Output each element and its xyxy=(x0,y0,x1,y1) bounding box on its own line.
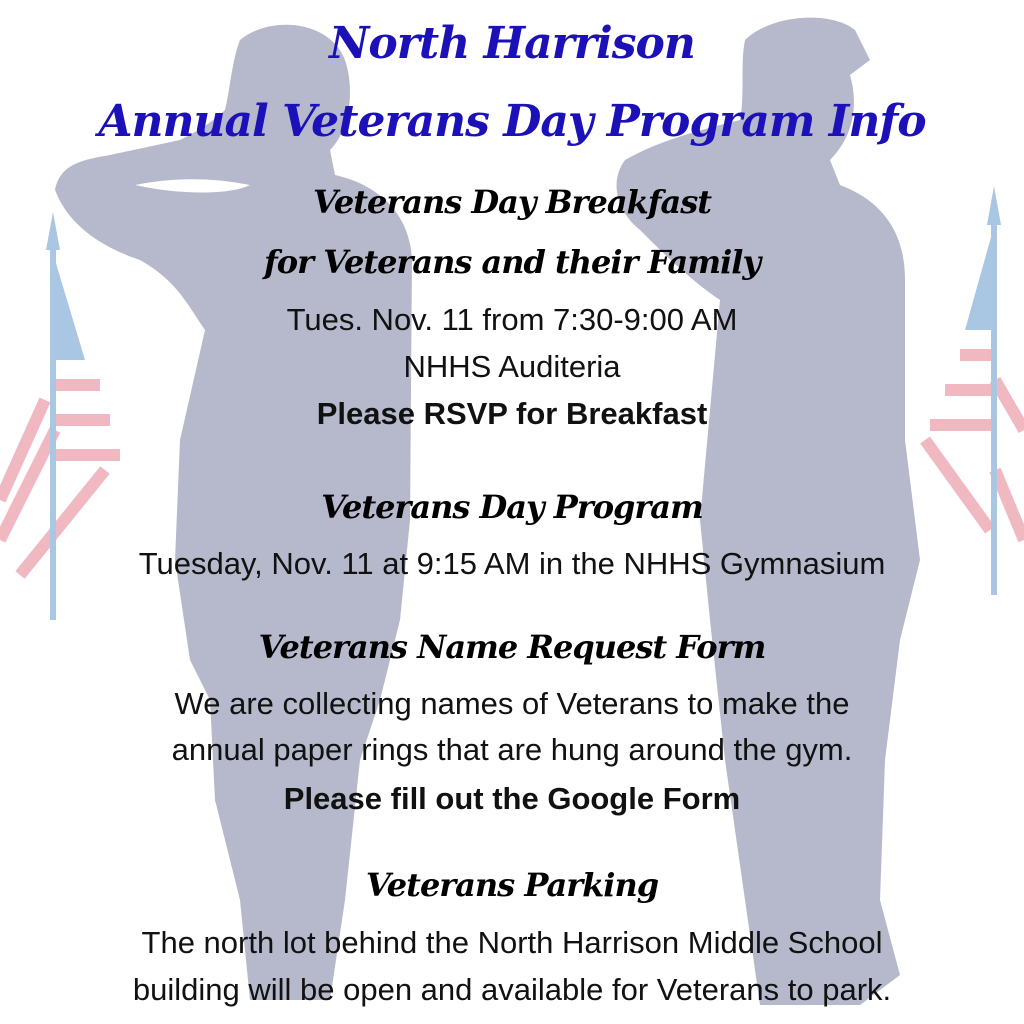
program-details: Tuesday, Nov. 11 at 9:15 AM in the NHHS Gymnasium xyxy=(138,546,886,581)
google-form-link[interactable]: Please fill out the Google Form xyxy=(283,781,741,816)
parking-line-2: building will be open and available for Veterans to park. xyxy=(132,972,892,1007)
name-form-heading: Veterans Name Request Form xyxy=(258,628,766,666)
name-form-line-1: We are collecting names of Veterans to make the xyxy=(174,686,850,721)
breakfast-heading-1: Veterans Day Breakfast xyxy=(312,183,712,221)
title-line-1: North Harrison xyxy=(329,18,695,69)
parking-line-1: The north lot behind the North Harrison Middle School xyxy=(141,925,883,960)
breakfast-time: Tues. Nov. 11 from 7:30-9:00 AM xyxy=(286,302,738,337)
program-heading: Veterans Day Program xyxy=(321,488,703,526)
breakfast-rsvp: Please RSVP for Breakfast xyxy=(316,396,708,431)
name-form-line-2: annual paper rings that are hung around the gym. xyxy=(171,732,853,767)
breakfast-location: NHHS Auditeria xyxy=(403,349,621,384)
breakfast-heading-2: for Veterans and their Family xyxy=(263,243,761,281)
title-line-2: Annual Veterans Day Program Info xyxy=(98,96,926,147)
parking-heading: Veterans Parking xyxy=(365,866,659,904)
